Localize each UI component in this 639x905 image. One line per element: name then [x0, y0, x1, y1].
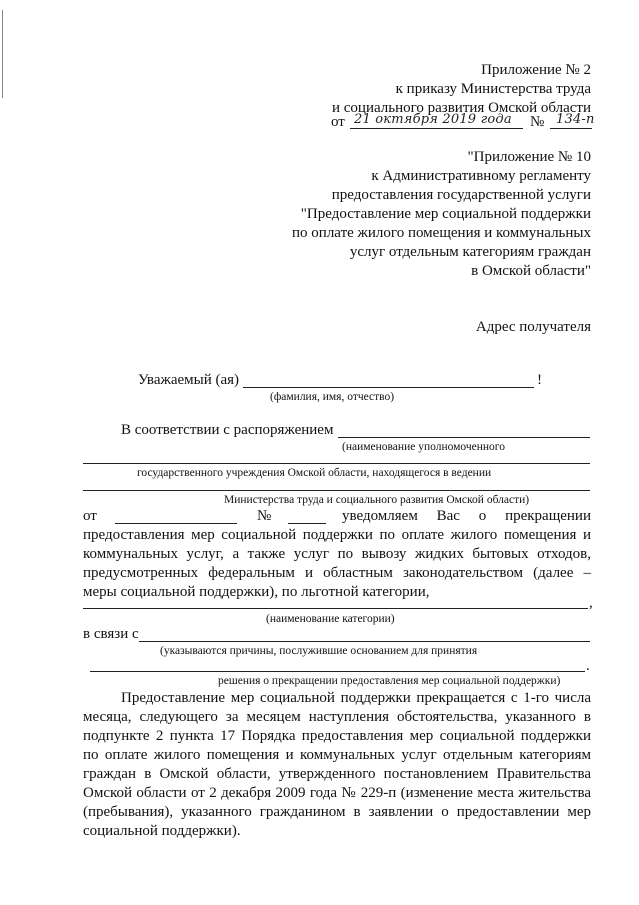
appendix-line-2: к Административному регламенту — [371, 168, 591, 184]
appendix-line-4: "Предоставление мер социальной поддержки — [300, 206, 591, 222]
final-line-8: социальной поддержки). — [83, 823, 241, 839]
final-line-5: граждан в Омской области, утвержденного постановлением Правительства — [83, 766, 591, 782]
notice-line-4: предусмотренных федеральным и областным законодательством (далее – — [83, 565, 591, 581]
final-line-1: Предоставление мер социальной поддержки прекращается с 1-го числа — [121, 690, 591, 706]
reason-line-2 — [90, 671, 585, 672]
appendix-line-1: "Приложение № 10 — [467, 149, 591, 165]
final-line-2: месяца, следующего за месяцем наступления обстоятельства, указанного в — [83, 709, 591, 725]
notice-from: от — [83, 508, 97, 524]
header-line-1: Приложение № 2 — [481, 62, 591, 78]
order-line-2 — [83, 463, 590, 464]
final-line-3: подпункте 2 пункта 17 Порядка предоставления мер социальной поддержки — [83, 728, 591, 744]
notice-text-1: уведомляем Вас о прекращении — [342, 508, 591, 524]
notice-line-2: предоставления мер социальной поддержки по оплате жилого помещения и — [83, 527, 591, 543]
greeting-hint: (фамилия, имя, отчество) — [270, 391, 395, 403]
date-underline — [350, 128, 523, 129]
notice-number-blank — [288, 523, 326, 524]
reason-hint-2: решения о прекращении предоставления мер социальной поддержки) — [218, 675, 561, 687]
appendix-line-6: услуг отдельным категориям граждан — [349, 244, 591, 260]
greeting-label: Уважаемый (ая) — [138, 372, 240, 388]
reason-end-mark: . — [586, 658, 590, 674]
greeting-name-line — [243, 387, 534, 388]
header-number-handwritten: 134-п — [556, 112, 595, 127]
greeting-end-mark: ! — [537, 372, 542, 388]
header-line-3: и социального развития Омской области — [331, 100, 591, 116]
order-hint-3: Министерства труда и социального развития Омской области) — [224, 494, 530, 506]
category-line — [83, 608, 588, 609]
order-line-3 — [83, 490, 590, 491]
appendix-line-5: по оплате жилого помещения и коммунальных — [292, 225, 591, 241]
final-line-4: по оплате жилого помещения и коммунальных услуг отдельным категориям — [83, 747, 591, 763]
final-line-6: Омской области от 2 декабря 2009 года № 229-п (изменение места жительства — [83, 785, 591, 801]
order-hint-2: государственного учреждения Омской области, находящегося в ведении — [137, 467, 492, 479]
order-label: В соответствии с распоряжением — [121, 422, 334, 438]
order-hint-1: (наименование уполномоченного — [342, 441, 505, 453]
notice-number-sign: № — [257, 508, 272, 524]
appendix-line-3: предоставления государственной услуги — [331, 187, 591, 203]
header-from-prefix: от — [331, 114, 345, 130]
category-end-mark: , — [589, 595, 593, 611]
final-line-7: (пребывания), указанного гражданином в заявлении о предоставлении мер — [83, 804, 591, 820]
notice-line-5: меры социальной поддержки), по льготной категории, — [83, 584, 430, 600]
notice-date-blank — [115, 523, 237, 524]
appendix-line-7: в Омской области" — [471, 263, 591, 279]
order-line-1 — [338, 437, 590, 438]
reason-hint-1: (указываются причины, послужившие основанием для принятия — [160, 645, 478, 657]
notice-line-3: коммунальных услуг, а также услуг по вывозу жидких бытовых отходов, — [83, 546, 591, 562]
category-hint: (наименование категории) — [266, 613, 395, 625]
header-number-sign: № — [530, 114, 545, 130]
header-line-2: к приказу Министерства труда — [395, 81, 591, 97]
number-underline — [550, 128, 592, 129]
scan-edge-mark — [2, 10, 3, 98]
reason-line-1 — [139, 641, 590, 642]
reason-label: в связи с — [83, 626, 139, 642]
header-date-handwritten: 21 октября 2019 года — [354, 112, 512, 127]
recipient-address: Адрес получателя — [475, 319, 591, 335]
